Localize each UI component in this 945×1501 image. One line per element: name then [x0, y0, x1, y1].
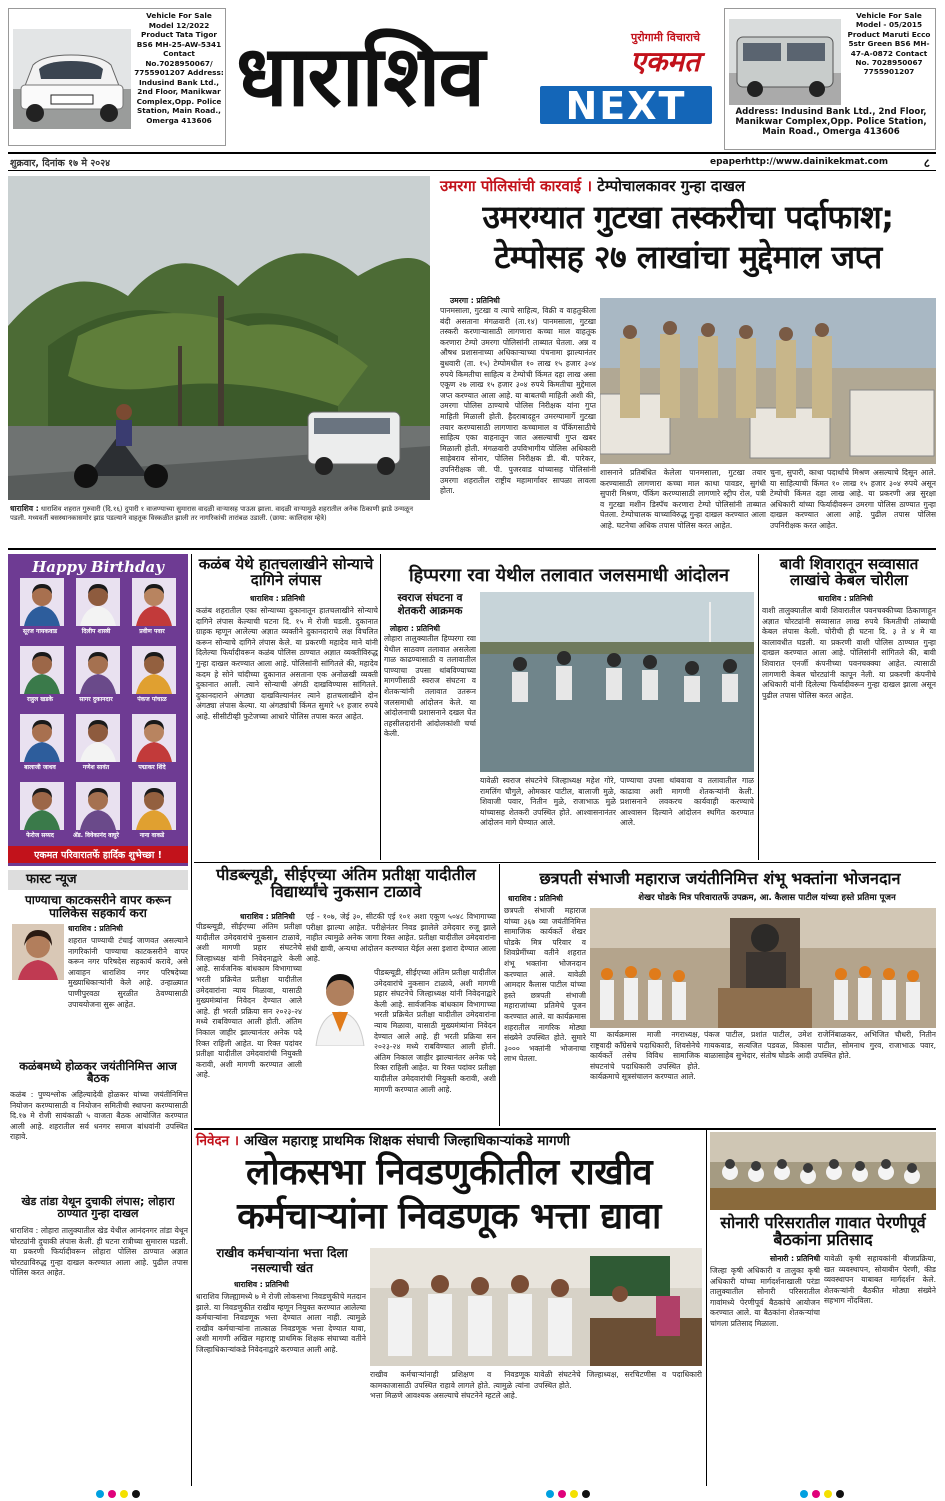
- birthday-photo: [76, 782, 120, 830]
- reg-dot-cyan: [96, 1490, 104, 1498]
- election-headline-2: कर्मचाऱ्यांना निवडणूक भत्ता द्यावा: [237, 1196, 661, 1237]
- birthday-name: सूरज गायकवाड: [22, 628, 58, 635]
- birthday-name: फेरोज सय्यद: [26, 832, 54, 839]
- pwd-rule: [499, 864, 500, 1126]
- tree-caption: [10, 504, 430, 542]
- election-headline-1: लोकसभा निवडणुकीतील राखीव: [245, 1152, 653, 1193]
- birthday-name: गणेश सावंत: [82, 764, 110, 771]
- election-body-2: राखीव कर्मचाऱ्यांनाही प्रशिक्षण व निवडणूक कामकाजासाठी उपस्थित राहावे लागले होते. त्यामुळे त्यांना भत्ता मिळणे आवश्यक असल्याचे संघटनेने म्हटले आहे.: [370, 1370, 530, 1401]
- gutka-police-photo: [600, 298, 936, 464]
- election-body-3: यावेळी संघटनेचे जिल्हाध्यक्ष, सरचिटणीस व पदाधिकारी उपस्थित होते.: [534, 1370, 702, 1390]
- site-url[interactable]: http://www.dainikekmat.com: [745, 157, 889, 167]
- birthday-name: प्रवीण पवार: [139, 628, 165, 635]
- birthday-name: ॲड. विवेकानंद वाघुरे: [72, 832, 120, 839]
- gutka-byline: उमरगा : प्रतिनिधी: [450, 296, 500, 305]
- reg-dot-yellow-2: [570, 1490, 578, 1498]
- sambhaji-body: छत्रपती संभाजी महाराज यांच्या ३६७ व्या जयंतीनिमित्त सामाजिक कार्यकर्ते शेखर घोडके मित्र परिवार व शिवप्रेमींच्या वतीने शहरात शंभू भक्तांना भोजनदान करण्यात आले. यावेळी आमदार कैलास पाटील यांच्या हस्ते छत्रपती संभाजी महाराजांच्या प्रतिमेचे पूजन करण्यात आले. या कार्यक्रमास शहरातील नागरिक मोठ्या संख्येने उपस्थित होते. सुमारे ३००० भक्तांनी भोजनाचा लाभ घेतला.: [504, 906, 586, 1064]
- election-subhead: राखीव कर्मचाऱ्यांना भत्ता दिला नसल्याची खंत: [216, 1246, 348, 1275]
- pwd-body: पीडब्ल्यूडी, सीईएच्या अंतिम प्रतीक्षा यादीतील उमेदवारांचे नुकसान टाळावे, अशी मागणी प्रहार संघटनेचे जिल्हाध्यक्ष यांनी निवेदनाद्वारे केली आहे. सार्वजनिक बांधकाम विभागाच्या भरती प्रक्रियेत प्रतीक्षा यादीतील उमेदवारांना न्याय मिळावा, यासाठी मुख्यमंत्र्यांना निवेदन देण्यात आले आहे. ही भरती प्रक्रिया सन २०२३-२४ मध्ये राबविण्यात आली होती. अंतिम निकाल जाहीर झाल्यानंतर अनेक पदे रिक्त राहिली आहेत. या रिक्त पदांवर प्रतीक्षा यादीतील उमेदवारांची नियुक्ती करावी, अशी मागणी करण्यात आली आहे.: [196, 922, 302, 1080]
- pwd-body-2: एई - १०७, जेई ३०, सीटकी एई १०१ अशा एकूण ५०४८ विभागाच्या परीक्षा झाल्या आहेत. परीक्षेनंतर निवड झालेले उमेदवार रुजू झाले नाहीत त्यामुळे अनेक जागा रिक्त आहेत. प्रतीक्षा यादीतील उमेदवारांना संधी द्यावी, अन्यथा आंदोलन करण्यात येईल असा इशारा देण्यात आला आहे.: [306, 912, 496, 964]
- birthday-photo: [20, 578, 64, 626]
- sambhaji-byline: धाराशिव : प्रतिनिधी: [508, 894, 563, 903]
- sambhaji-subhead: शेखर घोडके मित्र परिवारातर्फे उपक्रम, आ. कैलास पाटील यांच्या हस्ते प्रतिमा पूजन: [638, 893, 896, 903]
- reg-dot-cyan-2: [546, 1490, 554, 1498]
- kalamb-body: कळंब शहरातील एका सोन्याच्या दुकानातून हातचलाखीने सोन्याचे दागिने लंपास केल्याची घटना दि. १५ मे रोजी घडली. दुकानात ग्राहक म्हणून आलेल्या अज्ञात व्यक्तीने दुकानदाराचे लक्ष विचलित करून सोन्याचे दागिने लंपास केले. या प्रकरणी महादेव माने यांनी दिलेल्या फिर्यादीवरून कळंब पोलिस ठाण्यात अज्ञात व्यक्तीविरुद्ध गुन्हा दाखल करण्यात आला आहे. पोलिसांनी सांगितले की, महादेव कदम हे सोने चांदीच्या दुकानात असताना एक अनोळखी व्यक्ती दुकानात आली. त्याने सोन्याची अंगठी दाखविण्यास सांगितले. दुकानदाराने अंगठ्या दाखविल्यानंतर त्याने हातचलाखीने दोन अंगठ्या लंपास केल्या. या अंगठ्यांची किंमत सुमारे ५१ हजार रुपये आहे. सीसीटीव्ही फुटेजच्या आधारे पोलिस तपास करत आहेत.: [196, 606, 378, 721]
- birthday-name: बालाजी जाधव: [24, 764, 56, 771]
- row2-rule: [194, 862, 936, 863]
- ad-right-text: Vehicle For Sale Model - 05/2015 Product Maruti Ecco 5str Green BS6 MH-47-A-0872 Contact No. 7028950067 7755901207: [847, 11, 931, 77]
- reg-dot-yellow: [120, 1490, 128, 1498]
- election-kicker-text: अखिल महाराष्ट्र प्राथमिक शिक्षक संघाची जिल्हाधिकाऱ्यांकडे मागणी: [243, 1133, 570, 1149]
- fast-news-item1-byline: धाराशिव : प्रतिनिधी: [68, 924, 123, 933]
- sonari-headline: सोनारी परिसरातील गावात पेरणीपूर्व बैठकांना प्रतिसाद: [720, 1213, 926, 1250]
- birthday-photo: [20, 782, 64, 830]
- left-col-rule: [191, 554, 192, 1486]
- sambhaji-headline: छत्रपती संभाजी महाराज जयंतीनिमित्त शंभू भक्तांना भोजनदान: [539, 869, 901, 888]
- birthday-photo: [132, 578, 176, 626]
- gutka-headline-1: उमरग्यात गुटखा तस्करीचा पर्दाफाश;: [482, 198, 894, 236]
- brand-tag: पुरोगामी विचाराचे: [630, 31, 700, 44]
- hipparga-body-2: यावेळी स्वराज संघटनेचे जिल्हाध्यक्ष महेश गोरे, रामलिंग चौगुले, ओमकार पाटील, बालाजी मुळे, शिवाजी पवार, नितीन मुळे, राजाभाऊ मुळे यांच्यासह शेतकरी उपस्थित होते. आश्वासनानंतर आंदोलन मागे घेण्यात आले.: [480, 776, 616, 828]
- tree-fall-photo: [8, 176, 430, 500]
- tree-caption-label: धाराशिव :: [10, 504, 39, 513]
- birthday-photo: [132, 714, 176, 762]
- hipparga-headline: हिप्परगा रवा येथील तलावात जलसमाधी आंदोलन: [408, 565, 730, 586]
- birthday-name: नाना वाकडे: [139, 832, 165, 839]
- sambhaji-statue-photo: [590, 908, 936, 1028]
- fast-news-item3-headline: खेड तांडा येथून दुचाकी लंपास; लोहारा ठाण्यात गुन्हा दाखल: [21, 1195, 175, 1220]
- kalamb-rule: [380, 554, 381, 860]
- bavi-byline: धाराशिव : प्रतिनिधी: [818, 594, 873, 603]
- birthday-photo: [20, 646, 64, 694]
- election-rule: [706, 1130, 707, 1486]
- ad-left: [8, 8, 226, 146]
- row1-rule: [8, 548, 936, 550]
- car-photo-right: [729, 19, 841, 105]
- ad-left-text: Vehicle For Sale Model 12/2022 Product Tata Tigor BS6 MH-25-AW-5341 Contact No.7028950067/ 7755901207 Address: Indusind Bank Ltd., 2nd Floor, Manikwar Complex,Opp. Police Station, Main Road., Omerga 413606: [134, 11, 224, 125]
- fast-news-item1-body: शहरात पाण्याची टंचाई जाणवत असल्याने नागरिकांनी पाण्याचा काटकसरीने वापर करून नगर परिषदेस सहकार्य करावे, असे आवाहन धाराशिव नगर परिषदेच्या मुख्याधिकाऱ्यांनी केले आहे. उन्हाळ्यात पाणीपुरवठा सुरळीत ठेवण्यासाठी उपाययोजना सुरू आहेत.: [68, 936, 188, 1009]
- pwd-portrait-photo: [310, 968, 370, 1046]
- tree-caption-text: धाराशिव शहरात गुरुवारी (दि.१६) दुपारी १ वाजण्याच्या सुमारास वादळी वाऱ्यासह पाऊस झाला. वादळी वाऱ्यामुळे शहरातील अनेक ठिकाणी झाडे उन्मळून पडली. मध्यवर्ती बसस्थानकासमोर झाड पडल्याने वाहतूक विस्कळीत झाली तर नागरिकांची तारांबळ उडाली.: [10, 505, 413, 523]
- hipparga-subhead: स्वराज संघटना व शेतकरी आक्रमक: [397, 592, 463, 617]
- brand-name: एकमत: [630, 45, 700, 78]
- gutka-kicker-text: टेम्पोचालकावर गुन्हा दाखल: [597, 177, 746, 195]
- birthday-photo: [132, 646, 176, 694]
- page-number: ८: [923, 156, 930, 170]
- ad-right-address: Address: Indusind Bank Ltd., 2nd Floor, Manikwar Complex,Opp. Police Station, Main Road., Omerga 413606: [735, 107, 927, 137]
- reg-dot-black: [132, 1490, 140, 1498]
- fast-news-item2-body: कळंब : पुण्यश्लोक अहिल्यादेवी होळकर यांच्या जयंतीनिमित्त नियोजन करण्यासाठी व नियोजन समितीची स्थापना करण्यासाठी दि.१७ मे रोजी सायंकाळी ५ वाजता बैठक आयोजित करण्यात आली आहे. शहरातील सर्व धनगर समाज बांधवांनी उपस्थित राहावे.: [10, 1090, 188, 1142]
- gutka-kicker: [440, 176, 936, 196]
- birthday-name: सागर दुकानदार: [79, 696, 113, 703]
- gutka-body-2: शासनाने प्रतिबंधित केलेला पानमसाला, गुटखा तयार करण्यासाठी लागणारा कच्चा माल काथा पावडर, सुगंधी सुपारी मिश्रण, पॅकिंग करण्यासाठी लागणारे स्ट्रीप रोल, पत्री व गुटखा मशीन डिस्पॅच करणारा टेम्पो पोलिसांनी ताब्यात घेतला. टेम्पोचालक याच्याविरुद्ध गुन्हा दाखल करण्यात आला आहे. घटनेचा अधिक तपास पोलिस करत आहेत.: [600, 468, 766, 530]
- election-byline: धाराशिव : प्रतिनिधी: [234, 1280, 289, 1289]
- sonari-body: जिल्हा कृषी अधिकारी व तालुका कृषी अधिकारी यांच्या मार्गदर्शनाखाली परंडा तालुक्यातील सोनारी परिसरातील गावांमध्ये पेरणीपूर्व बैठकांचे आयोजन करण्यात आले. या बैठकांना शेतकऱ्यांचा चांगला प्रतिसाद मिळाला.: [710, 1266, 820, 1328]
- sonari-meeting-photo: [710, 1132, 936, 1210]
- reg-dot-cyan-3: [800, 1490, 808, 1498]
- election-meeting-photo: [370, 1248, 702, 1366]
- pwd-byline: धाराशिव : प्रतिनिधी: [240, 912, 295, 921]
- fast-news-item1-headline: पाण्याचा काटकसरीने वापर करून पालिकेस सहकार्य करा: [24, 893, 172, 920]
- hipparga-byline: लोहारा : प्रतिनिधी: [390, 624, 440, 633]
- reg-dot-magenta-3: [812, 1490, 820, 1498]
- fast-news-woman-photo: [12, 924, 64, 980]
- epaper-label: epaper: [710, 157, 746, 167]
- pwd-body-3: पीडब्ल्यूडी, सीईएच्या अंतिम प्रतीक्षा यादीतील उमेदवारांचे नुकसान टाळावे, अशी मागणी प्रहार संघटनेचे जिल्हाध्यक्ष यांनी निवेदनाद्वारे केली आहे. सार्वजनिक बांधकाम विभागाच्या भरती प्रक्रियेत प्रतीक्षा यादीतील उमेदवारांना न्याय मिळावा, यासाठी मुख्यमंत्र्यांना निवेदन देण्यात आले आहे. ही भरती प्रक्रिया सन २०२३-२४ मध्ये राबविण्यात आली होती. अंतिम निकाल जाहीर झाल्यानंतर अनेक पदे रिक्त राहिली आहेत. या रिक्त पदांवर प्रतीक्षा यादीतील उमेदवारांची नियुक्ती करावी, अशी मागणी करण्यात आली आहे.: [374, 968, 496, 1094]
- gutka-body: पानमसाला, गुटखा व त्याचे साहित्य, विक्री व वाहतुकीला बंदी असताना मंगळवारी (ता.१४) पानमसाला, गुटखा तस्करी करणाऱ्यासाठी लागणारा कच्चा माल वाहतूक करणारा टेम्पो उमरगा पोलिसांनी ताब्यात घेतला. अन्न व औषध प्रशासनाच्या अधिकाऱ्याच्या पंचनामा झाल्यानंतर बुधवारी (ता. १५) टेम्पोमधील १० लाख १५ हजार ३०४ रुपये किमतीचा साहित्य व टेम्पोची किंमत दहा लाख असा एकूण २७ लाख १५ हजार ३०४ रुपये किमतीचा मुद्देमाल जप्त करण्यात आला आहे. या बाबतची माहिती अशी की, उमरगा पोलिस ठाण्याचे पोलिस निरीक्षक यांना गुप्त माहिती मिळाली होती. हैदराबादहून उमरग्यामार्गे गुटखा तयार करण्यासाठी लागणारा कच्चामाल व पॅकिंगसाठीचे साहित्य एका वाहनातून जात असल्याची गुप्त खबर मिळाली होती. मंगळवारी उपविभागीय पोलिस अधिकारी साहेबराव सोनार, पोलिस निरीक्षक डी. बी. पारेकर, उपनिरीक्षक जी. पी. पुजरवाड यांच्यासह पोलिसांनी उमरगा शहरातील राष्ट्रीय महामार्गावर सापळा लावला होता.: [440, 306, 596, 496]
- fast-news-item2-headline: कळंबमध्ये होळकर जयंतीनिमित्त आज बैठक: [19, 1059, 177, 1086]
- reg-dot-magenta: [108, 1490, 116, 1498]
- birthday-photo: [20, 714, 64, 762]
- reg-dot-yellow-3: [824, 1490, 832, 1498]
- election-body: धाराशिव जिल्ह्यामध्ये ७ मे रोजी लोकसभा निवडणुकीचे मतदान झाले. या निवडणुकीत राखीव म्हणून नियुक्त करण्यात आलेल्या कर्मचाऱ्यांना निवडणूक भत्ता देण्यात आला नाही. त्यामुळे राखीव कर्मचाऱ्यांना तात्काळ निवडणूक भत्ता देण्यात यावा, अशी मागणी अखिल महाराष्ट्र प्राथमिक शिक्षक संघाच्या वतीने जिल्हाधिकाऱ्यांकडे निवेदनाद्वारे करण्यात आली आहे.: [196, 1292, 366, 1354]
- reg-dot-black-2: [582, 1490, 590, 1498]
- birthday-name: राहुल खडके: [26, 696, 54, 703]
- election-kicker: [196, 1132, 706, 1150]
- kalamb-byline: धाराशिव : प्रतिनिधी: [250, 594, 305, 603]
- hipparga-protest-photo: [480, 592, 754, 772]
- gutka-body-3: चुना, सुपारी, काथा पदार्थांचे मिश्रण असल्याचे दिसून आले. या साहित्याची किंमत १० लाख १५ हजार ३०४ रुपये असून टेम्पोची किंमत दहा लाख आहे. या प्रकरणी अन्न सुरक्षा अधिकारी यांच्या फिर्यादीवरून उमरगा पोलिस ठाण्यात गुन्हा दाखल करण्यात आला आहे. पुढील तपास पोलिस उपनिरीक्षक करत आहेत.: [770, 468, 936, 530]
- sambhaji-body-2: या कार्यक्रमास माजी नगराध्यक्ष, राष्ट्रवादी काँग्रेसचे पदाधिकारी, शिवसेनेचे कार्यकर्ते तसेच विविध सामाजिक संघटनांचे पदाधिकारी उपस्थित होते. कार्यक्रमाचे सूत्रसंचालन करण्यात आले.: [590, 1030, 700, 1082]
- tree-caption-credit: (छाया: कालिदास म्हेत्रे): [269, 514, 327, 523]
- car-photo-left: [13, 29, 131, 129]
- date-rule: [8, 170, 936, 171]
- birthday-photo: [132, 782, 176, 830]
- birthday-title: Happy Birthday: [32, 558, 164, 576]
- birthday-photo: [76, 714, 120, 762]
- row3-rule: [194, 1128, 936, 1130]
- reg-dot-black-3: [836, 1490, 844, 1498]
- pwd-headline: पीडब्ल्यूडी, सीईएच्या अंतिम प्रतीक्षा यादीतील विद्यार्थ्यांचे नुकसान टाळावे: [216, 865, 476, 902]
- kalamb-headline: कळंब येथे हातचलाखीने सोन्याचे दागिने लंपास: [198, 555, 374, 590]
- birthday-photo: [76, 646, 120, 694]
- ad-right: [724, 8, 936, 150]
- sonari-byline: सोनारी : प्रतिनिधी: [770, 1254, 821, 1263]
- gutka-headline-2: टेम्पोसह २७ लाखांचा मुद्देमाल जप्त: [494, 238, 882, 276]
- fast-news-item3-body: धाराशिव : लोहारा तालुक्यातील खेड येथील आनंदनगर तांडा येथून चोरट्यांनी दुचाकी लंपास केली. ही घटना रात्रीच्या सुमारास घडली. या प्रकरणी फिर्यादीवरून लोहारा पोलिस ठाण्यात अज्ञात चोरट्याविरुद्ध गुन्हा दाखल करण्यात आला आहे. पुढील तपास पोलिस करत आहेत.: [10, 1226, 188, 1278]
- sambhaji-body-3: पंकज पाटील, प्रशांत पाटील, उमेश राजेनिंबाळकर, अभिजित चौधरी, नितीन गायकवाड, सत्यजित पडवळ, विकास पाटील, सोमनाथ गुरव, राजाभाऊ पवार, बाळासाहेब सुभेदार, संतोष घोडके आदी उपस्थित होते.: [704, 1030, 936, 1061]
- birthday-name: पद्माकर शिंदे: [138, 764, 166, 771]
- hipparga-body-3: पाण्याचा उपसा थांबवावा व तलावातील गाळ काढावा अशी मागणी शेतकऱ्यांनी केली. प्रशासनाने लवकरच कार्यवाही करण्याचे आश्वासन दिल्याने आंदोलन स्थगित करण्यात आले.: [620, 776, 754, 828]
- birthday-footer: एकमत परिवारातर्फे हार्दिक शुभेच्छा !: [8, 846, 188, 863]
- masthead-rule: [8, 152, 936, 154]
- birthday-name: पंकज पांचाळ: [137, 696, 167, 703]
- hipparga-body: लोहारा तालुक्यातील हिप्परगा रवा येथील साठवण तलावात असलेला गाळ काढण्यासाठी व तलावातील पाण्याचा उपसा थांबविण्याच्या मागणीसाठी स्वराज संघटना व शेतकऱ्यांनी तलावात उतरून जलसमाधी आंदोलन केले. या आंदोलनाची प्रशासनाने दखल घेत तहसीलदारांनी आंदोलकांशी चर्चा केली.: [384, 634, 476, 739]
- reg-dot-magenta-2: [558, 1490, 566, 1498]
- birthday-name: दिलीप शास्त्री: [81, 628, 111, 635]
- sonari-body-2: यावेळी कृषी सहायकांनी बीजप्रक्रिया, खत व्यवस्थापन, सोयाबीन पेरणी, कीड व्यवस्थापन याबाबत मार्गदर्शन केले. शेतकऱ्यांनी बैठकीत मोठ्या संख्येने सहभाग नोंदविला.: [824, 1254, 936, 1306]
- bavi-body: वाशी तालुक्यातील बावी शिवारातील पवनचक्कीच्या ठिकाणाहून अज्ञात चोरट्यांनी सव्वासात लाख रुपये किमतीची तांब्याची केबल लंपास केली. चोरीची ही घटना दि. ३ ते ४ मे या कालावधीत घडली. या प्रकरणी वाशी पोलिस ठाण्यात गुन्हा दाखल करण्यात आला आहे. पोलिसांनी सांगितले की, बावी शिवारात एनर्जी कंपनीच्या पवनचक्क्या आहेत. त्यासाठी लागणारी केबल चोरट्यांनी कापून नेली. या प्रकरणी कंपनीचे अधिकारी यांनी दिलेल्या फिर्यादीवरून गुन्हा दाखल झाला असून पुढील तपास पोलिस करत आहेत.: [762, 606, 936, 700]
- bavi-headline: बावी शिवारातून सव्वासात लाखांचे केबल चोरीला: [779, 555, 919, 590]
- hipparga-rule: [758, 554, 759, 860]
- gutka-kicker-red: उमरगा पोलिसांची कारवाई ।: [440, 177, 593, 195]
- masthead-title: धाराशिव: [236, 27, 484, 125]
- fast-news-title: फास्ट न्यूज: [8, 870, 188, 890]
- birthday-photo: [76, 578, 120, 626]
- election-kicker-red: निवेदन ।: [196, 1133, 239, 1149]
- issue-date: शुक्रवार, दिनांक १७ मे २०२४: [10, 158, 111, 169]
- brand-next: NEXT: [540, 86, 712, 124]
